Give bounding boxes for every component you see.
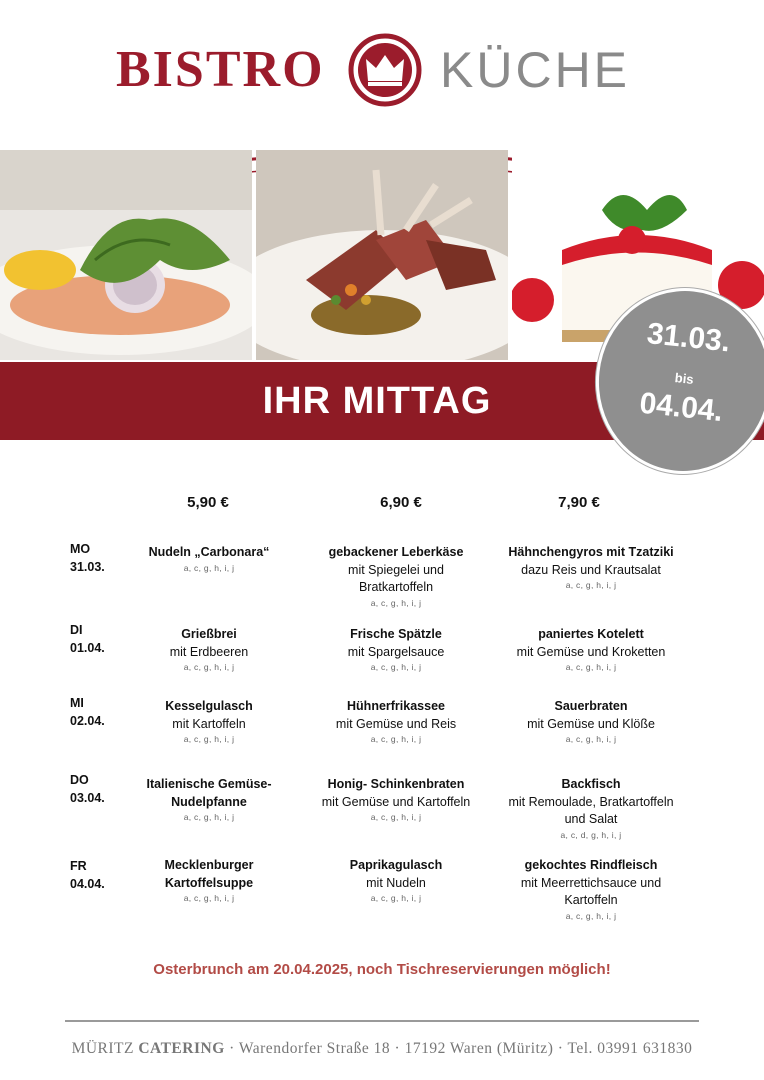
dish-name: Nudeln „Carbonara“ xyxy=(148,545,270,559)
date-to: 04.04. xyxy=(638,386,725,429)
allergens: a, c, g, h, i, j xyxy=(565,910,617,921)
dish-name: Honig- Schinkenbraten xyxy=(327,777,465,791)
weekday: MI xyxy=(70,696,84,710)
day-label xyxy=(70,540,105,576)
logo xyxy=(0,30,764,110)
logo-word-bistro: BISTRO xyxy=(116,41,325,98)
allergens: a, c, g, h, i, j xyxy=(370,734,422,744)
dish-description: mit Nudeln xyxy=(366,875,426,890)
allergens: a, c, g, h, i, j xyxy=(370,893,422,903)
allergens: a, c, g, h, i, j xyxy=(183,662,235,672)
menu-item xyxy=(491,698,691,746)
day-label xyxy=(70,694,105,730)
menu-item xyxy=(109,776,309,824)
dish-description: mit Kartoffeln xyxy=(172,716,246,731)
menu-item xyxy=(296,698,496,746)
dish-name: gebackener Leberkäse xyxy=(328,545,464,559)
photo-lamb xyxy=(256,150,508,360)
dish-name: paniertes Kotelett xyxy=(538,627,644,641)
promo-note: Osterbrunch am 20.04.2025, noch Tischreservierungen möglich! xyxy=(153,961,611,978)
company-address: · Warendorfer Straße 18 · 17192 Waren (Müritz) · Tel. 03991 631830 xyxy=(229,1040,693,1057)
menu-item xyxy=(491,544,691,592)
day-label xyxy=(70,771,105,807)
footer xyxy=(0,1040,764,1058)
day-date: 03.04. xyxy=(70,791,105,805)
dish-name: Hühnerfrikassee xyxy=(347,699,445,713)
day-date: 04.04. xyxy=(70,877,105,891)
crown-icon xyxy=(348,33,422,107)
weekday: MO xyxy=(70,542,91,556)
dish-description: mit Remoulade, Bratkartoffeln und Salat xyxy=(508,794,674,826)
dish-description: mit Gemüse und Reis xyxy=(335,716,457,731)
menu-item xyxy=(109,544,309,575)
dish-name: Italienische Gemüse-Nudelpfanne xyxy=(146,777,272,809)
menu-item xyxy=(109,626,309,674)
company-name-b: CATERING xyxy=(138,1040,225,1057)
menu-item xyxy=(296,544,496,610)
dish-name: Backfisch xyxy=(561,777,621,791)
allergens: a, c, g, h, i, j xyxy=(565,662,617,672)
dish-name: Paprikagulasch xyxy=(349,858,443,872)
date-from: 31.03. xyxy=(645,316,732,359)
dish-name: Hähnchengyros mit Tzatziki xyxy=(508,545,674,559)
menu-item xyxy=(296,857,496,905)
allergens: a, c, g, h, i, j xyxy=(370,662,422,672)
page-title: IHR MITTAG xyxy=(262,380,492,422)
menu-item xyxy=(296,776,496,824)
menu-item xyxy=(109,857,309,905)
price-col-3: 7,90 € xyxy=(558,494,600,511)
day-label xyxy=(70,621,105,657)
allergens: a, c, g, h, i, j xyxy=(565,580,617,590)
dish-name: Grießbrei xyxy=(181,627,237,641)
dish-name: Sauerbraten xyxy=(554,699,628,713)
weekday: DO xyxy=(70,773,89,787)
allergens: a, c, g, h, i, j xyxy=(183,812,235,822)
price-col-2: 6,90 € xyxy=(380,494,422,511)
dish-description: mit Erdbeeren xyxy=(169,644,249,659)
dish-name: Kesselgulasch xyxy=(165,699,253,713)
day-date: 01.04. xyxy=(70,641,105,655)
dish-description: dazu Reis und Krautsalat xyxy=(521,562,661,577)
logo-word-kueche: KÜCHE xyxy=(440,42,631,98)
price-col-1: 5,90 € xyxy=(187,494,229,511)
allergens: a, c, g, h, i, j xyxy=(183,734,235,744)
allergens: a, c, g, h, i, j xyxy=(370,812,422,822)
menu-item xyxy=(109,698,309,746)
menu-item xyxy=(491,626,691,674)
dish-description: mit Spargelsauce xyxy=(347,644,445,659)
company-name-a: MÜRITZ xyxy=(71,1040,134,1057)
menu-item xyxy=(491,857,691,923)
dish-description: mit Meerrettichsauce und Kartoffeln xyxy=(520,875,662,907)
menu-item xyxy=(491,776,691,842)
day-label xyxy=(70,857,105,893)
day-date: 02.04. xyxy=(70,714,105,728)
day-date: 31.03. xyxy=(70,560,105,574)
menu-item xyxy=(296,626,496,674)
dish-name: Frische Spätzle xyxy=(350,627,442,641)
allergens: a, c, g, h, i, j xyxy=(183,893,235,903)
allergens: a, c, g, h, i, j xyxy=(370,597,422,608)
dish-name: gekochtes Rindfleisch xyxy=(524,858,658,872)
weekday: DI xyxy=(70,623,83,637)
footer-divider xyxy=(65,1020,699,1022)
allergens: a, c, g, h, i, j xyxy=(565,734,617,744)
dish-description: mit Gemüse und Kartoffeln xyxy=(321,794,471,809)
photo-carpaccio xyxy=(0,150,252,360)
date-separator: bis xyxy=(674,370,695,387)
dish-name: Mecklenburger Kartoffelsuppe xyxy=(164,858,254,890)
weekday: FR xyxy=(70,859,87,873)
allergens: a, c, g, h, i, j xyxy=(183,562,235,573)
dish-description: mit Gemüse und Klöße xyxy=(527,716,655,731)
dish-description: mit Spiegelei und Bratkartoffeln xyxy=(348,562,444,594)
allergens: a, c, d, g, h, i, j xyxy=(560,829,622,840)
dish-description: mit Gemüse und Kroketten xyxy=(516,644,666,659)
